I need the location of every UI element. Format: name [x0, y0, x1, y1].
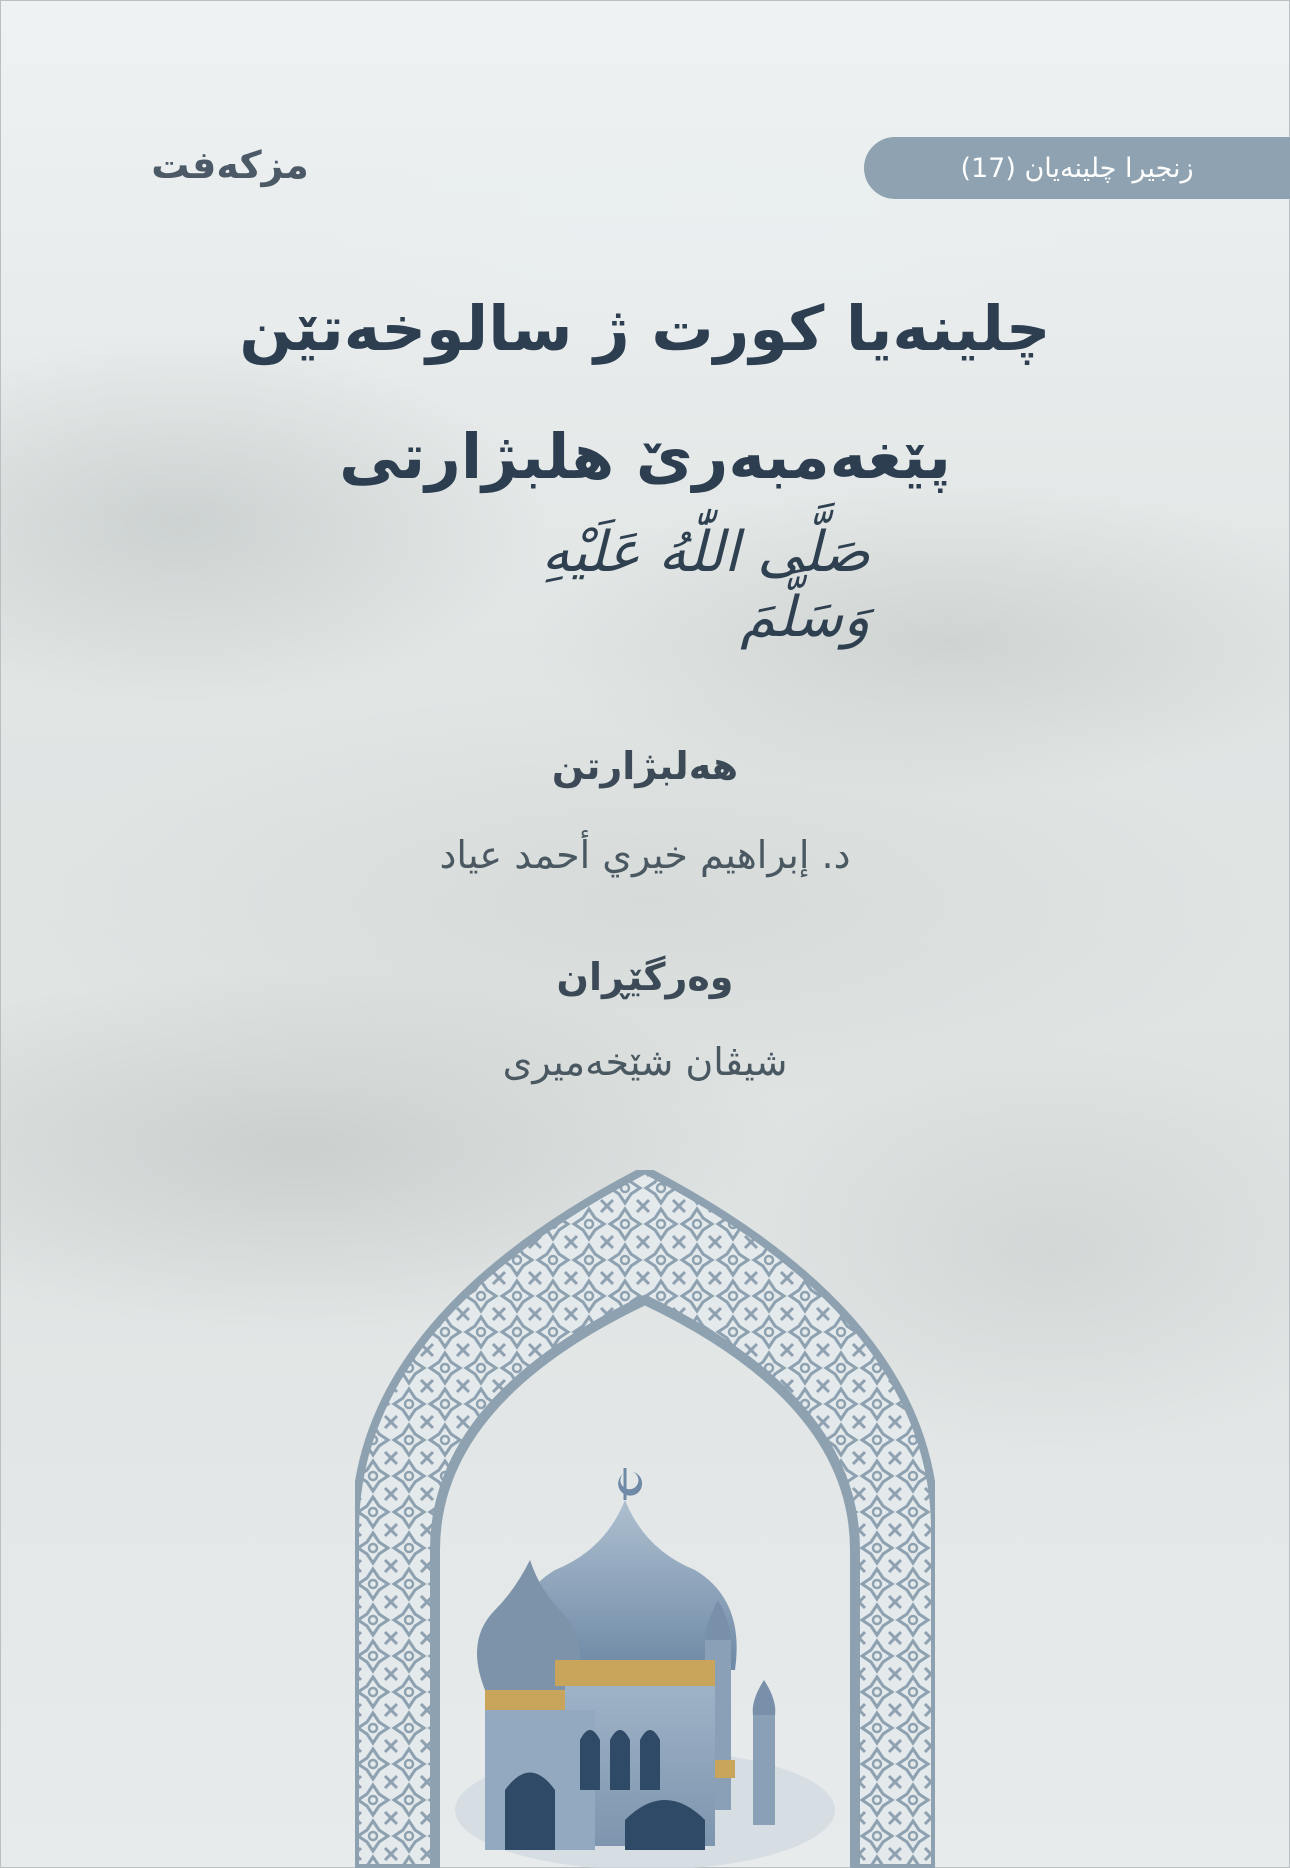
mosque-icon: [455, 1468, 835, 1868]
publisher-logo-text: مزکەفت: [151, 143, 309, 187]
salawat-text: صَلَّى اللّٰهُ عَلَيْهِ وَسَلَّمَ: [541, 520, 870, 650]
translator-label: وەرگێڕان: [556, 955, 734, 999]
series-label: زنجیرا چلینەیان (17): [960, 152, 1194, 184]
translator-name: شیڤان شێخەمیری: [502, 1040, 788, 1084]
title-line-1: چلینەیا کورت ژ سالوخەتێن: [239, 292, 1051, 365]
publisher-logo: [130, 140, 330, 190]
arch-frame-icon: [355, 1170, 935, 1868]
series-badge: [864, 137, 1290, 199]
salawat-calligraphy: [420, 520, 870, 650]
compiler-label: هەلبژارتن: [551, 744, 739, 788]
compiler-name: د. إبراهيم خيري أحمد عياد: [439, 833, 851, 877]
title-line-2: پێغەمبەرێ هلبژارتی: [339, 420, 951, 493]
arch-illustration: [355, 1170, 935, 1868]
